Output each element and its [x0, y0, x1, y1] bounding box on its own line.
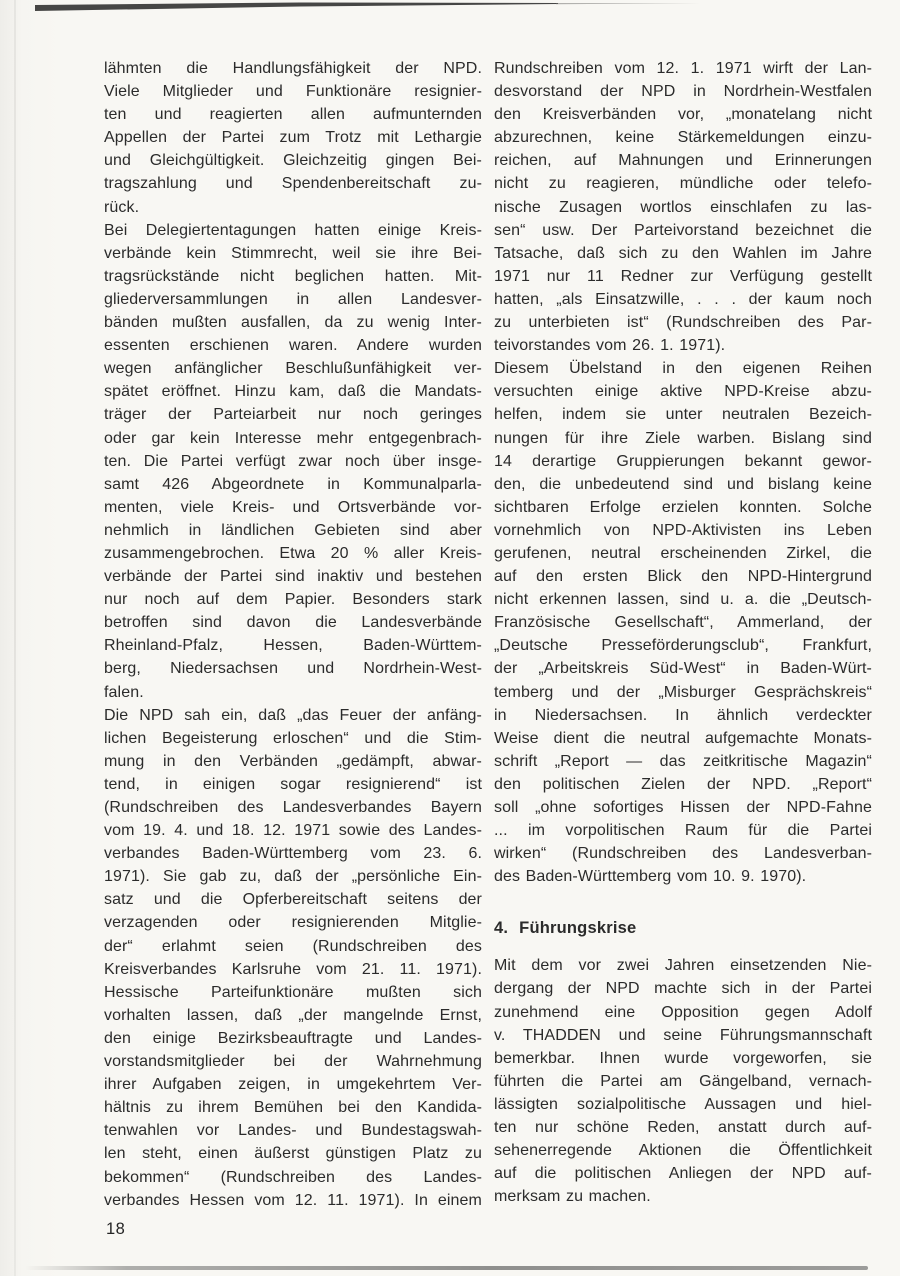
text-line: tenwahlen vor Landes- und Bundestagswah- — [104, 1122, 482, 1140]
text-line: Weise dient die neutral aufgemachte Monats- — [494, 729, 872, 747]
text-line: wegen anfänglicher Beschlußunfähigkeit ver- — [104, 360, 482, 378]
text-line: nische Zusagen wortlos einschlafen zu las- — [494, 198, 872, 216]
text-line: sen“ usw. Der Parteivorstand bezeichnet die — [494, 221, 872, 239]
text-line: auf den ersten Blick den NPD-Hintergrund — [494, 568, 872, 586]
text-line: hältnis zu ihrem Bemühen bei den Kandida- — [104, 1099, 482, 1117]
text-line: 1971). Sie gab zu, daß der „persönliche Ein- — [104, 868, 482, 886]
text-line: sichtbaren Erfolge erzielen konnten. Solche — [494, 498, 872, 516]
paragraph — [494, 954, 872, 1208]
text-line: bekommen“ (Rundschreiben des Landes- — [104, 1168, 482, 1186]
text-line: len steht, einen äußerst günstigen Platz zu — [104, 1145, 482, 1163]
text-line: rück. — [104, 198, 140, 216]
text-line: hatten, „als Einsatzwille, . . . der kaum noch — [494, 290, 872, 308]
text-line: nicht erkennen lassen, sind u. a. die „Deutsch- — [494, 591, 872, 609]
text-line: verbandes Hessen vom 12. 11. 1971). In einem — [104, 1191, 482, 1209]
text-line: tend, in einigen sogar resignierend“ ist — [104, 775, 482, 793]
text-line: verbände kein Stimmrecht, weil sie ihre Bei- — [104, 244, 482, 262]
text-line: gliederversammlungen in allen Landesver- — [104, 290, 482, 308]
text-line: temberg und der „Misburger Gesprächskreis“ — [494, 683, 872, 701]
text-line: ihrer Aufgaben zeigen, in umgekehrtem Ver- — [104, 1076, 482, 1094]
text-line: falen. — [104, 683, 144, 701]
paragraph — [104, 704, 482, 1212]
text-line: ten und reagierten allen aufmunternden — [104, 106, 482, 124]
text-line: nicht zu reagieren, mündliche oder telefo- — [494, 175, 872, 193]
text-line: wirken“ (Rundschreiben des Landesverban- — [494, 845, 872, 863]
text-line: schrift „Report — das zeitkritische Magazin“ — [494, 752, 872, 770]
text-line: essenten erschienen waren. Andere wurden — [104, 337, 482, 355]
text-line: 14 derartige Gruppierungen bekannt gewor- — [494, 452, 872, 470]
text-line: den, die unbedeutend sind und bislang keine — [494, 475, 872, 493]
text-line: 1971 nur 11 Redner zur Verfügung gestellt — [494, 267, 872, 285]
text-line: tragsrückstände nicht beglichen hatten. Mit- — [104, 267, 482, 285]
section-heading — [494, 916, 872, 940]
text-line: tragszahlung und Spendenbereitschaft zu- — [104, 175, 482, 193]
text-line: in Niedersachsen. In ähnlich verdeckter — [494, 706, 872, 724]
text-line: vorstandsmitglieder bei der Wahrnehmung — [104, 1053, 482, 1071]
text-line: Tatsache, daß sich zu den Wahlen im Jahre — [494, 244, 872, 262]
text-line: vornehmlich von NPD-Aktivisten ins Leben — [494, 521, 872, 539]
text-line: vorhalten lassen, daß „der mangelnde Ernst, — [104, 1006, 482, 1024]
text-line: reichen, auf Mahnungen und Erinnerungen — [494, 152, 872, 170]
text-line: des Baden-Württemberg vom 10. 9. 1970). — [494, 868, 807, 886]
text-line: versuchten einige aktive NPD-Kreise abzu- — [494, 383, 872, 401]
text-line: Hessische Parteifunktionäre mußten sich — [104, 983, 482, 1001]
text-line: „Deutsche Presseförderungsclub“, Frankfurt, — [494, 637, 872, 655]
text-line: den einige Bezirksbeauftragte und Landes- — [104, 1029, 482, 1047]
text-line: Appellen der Partei zum Trotz mit Lethargie — [104, 129, 482, 147]
text-line: ten. Die Partei verfügt zwar noch über insge- — [104, 452, 482, 470]
text-line: lichen Begeisterung erloschen“ und die Stim- — [104, 729, 482, 747]
text-line: verbandes Baden-Württemberg vom 23. 6. — [104, 845, 482, 863]
scan-seam-artifact — [14, 0, 16, 1276]
paragraph — [494, 57, 872, 357]
text-line: den politischen Zielen der NPD. „Report“ — [494, 775, 872, 793]
text-line: Diesem Übelstand in den eigenen Reihen — [494, 360, 872, 378]
text-line: abzurechnen, keine Stärkemeldungen einzu- — [494, 129, 872, 147]
text-line: zusammengebrochen. Etwa 20 % aller Kreis- — [104, 544, 482, 562]
text-line: Mit dem vor zwei Jahren einsetzenden Nie- — [494, 957, 872, 975]
paragraph — [104, 219, 482, 704]
text-line: v. THADDEN und seine Führungsmannschaft — [494, 1026, 872, 1044]
text-line: der „Arbeitskreis Süd-West“ in Baden-Würt- — [494, 660, 872, 678]
section-heading-number: 4. — [494, 919, 509, 938]
text-column-right — [494, 57, 872, 1208]
text-line: nur noch auf dem Papier. Besonders stark — [104, 591, 482, 609]
text-line: führten die Partei am Gängelband, vernach- — [494, 1072, 872, 1090]
text-line: Französische Gesellschaft“, Ammerland, der — [494, 614, 872, 632]
text-line: der“ erlahmt seien (Rundschreiben des — [104, 937, 482, 955]
text-line: Bei Delegiertentagungen hatten einige Kreis- — [104, 221, 482, 239]
text-line: mung in den Verbänden „gedämpft, abwar- — [104, 752, 482, 770]
text-line: Die NPD sah ein, daß „das Feuer der anfäng- — [104, 706, 482, 724]
text-line: Kreisverbandes Karlsruhe vom 21. 11. 1971). — [104, 960, 482, 978]
text-line: den Kreisverbänden vor, „monatelang nicht — [494, 106, 872, 124]
text-line: berg, Niedersachsen und Nordrhein-West- — [104, 660, 482, 678]
text-line: dergang der NPD machte sich in der Partei — [494, 980, 872, 998]
text-line: nungen für ihre Ziele warben. Bislang sind — [494, 429, 872, 447]
text-line: menten, viele Kreis- und Ortsverbände vor- — [104, 498, 482, 516]
text-line: bemerkbar. Ihnen wurde vorgeworfen, sie — [494, 1049, 872, 1067]
text-line: desvorstand der NPD in Nordrhein-Westfalen — [494, 83, 872, 101]
text-line: ... im vorpolitischen Raum für die Partei — [494, 822, 872, 840]
text-line: Rundschreiben vom 12. 1. 1971 wirft der Lan- — [494, 60, 872, 77]
text-line: merksam zu machen. — [494, 1188, 651, 1206]
scan-edge-top-artifact — [0, 0, 900, 24]
text-column-left — [104, 57, 482, 1212]
text-line: zunehmend eine Opposition gegen Adolf — [494, 1003, 872, 1021]
paragraph — [494, 357, 872, 888]
page-number: 18 — [106, 1220, 126, 1238]
text-line: Viele Mitglieder und Funktionäre resignier- — [104, 83, 482, 101]
paragraph — [104, 57, 482, 219]
text-line: verbände der Partei sind inaktiv und bestehen — [104, 568, 482, 586]
text-line: gerufenen, neutral erscheinenden Zirkel, die — [494, 544, 872, 562]
text-line: nehmlich in ländlichen Gebieten sind aber — [104, 521, 482, 539]
text-line: träger der Parteiarbeit nur noch geringes — [104, 406, 482, 424]
text-line: sehenerregende Aktionen die Öffentlichkeit — [494, 1142, 872, 1160]
text-line: soll „ohne sofortiges Hissen der NPD-Fahne — [494, 799, 872, 816]
text-line: helfen, indem sie unter neutralen Bezeich- — [494, 406, 872, 424]
text-line: ten nur schöne Reden, anstatt durch auf- — [494, 1119, 872, 1137]
text-line: und Gleichgültigkeit. Gleichzeitig gingen Bei- — [104, 152, 482, 170]
text-line: teivorstandes vom 26. 1. 1971). — [494, 337, 726, 355]
text-line: (Rundschreiben des Landesverbandes Bayern — [104, 799, 482, 816]
text-line: samt 426 Abgeordnete in Kommunalparla- — [104, 475, 482, 493]
text-line: lässigten sozialpolitische Aussagen und hiel- — [494, 1095, 872, 1113]
text-line: zu unterbieten ist“ (Rundschreiben des Par- — [494, 314, 872, 332]
text-line: satz und die Opferbereitschaft seitens der — [104, 891, 482, 909]
text-line: oder gar kein Interesse mehr entgegenbrach- — [104, 429, 482, 447]
text-line: bänden mußten ausfallen, da zu wenig Inter- — [104, 314, 482, 332]
text-line: vom 19. 4. und 18. 12. 1971 sowie des Landes- — [104, 822, 482, 840]
text-line: verzagenden oder resignierenden Mitglie- — [104, 914, 482, 932]
scan-edge-bottom-artifact — [25, 1266, 868, 1270]
text-line: auf die politischen Anliegen der NPD auf- — [494, 1165, 872, 1183]
text-line: betroffen sind davon die Landesverbände — [104, 614, 482, 632]
text-line: lähmten die Handlungsfähigkeit der NPD. — [104, 60, 482, 77]
text-line: spätet eröffnet. Hinzu kam, daß die Mandats- — [104, 383, 482, 401]
text-line: Rheinland-Pfalz, Hessen, Baden-Württem- — [104, 637, 482, 655]
section-heading-title: Führungskrise — [519, 919, 637, 938]
